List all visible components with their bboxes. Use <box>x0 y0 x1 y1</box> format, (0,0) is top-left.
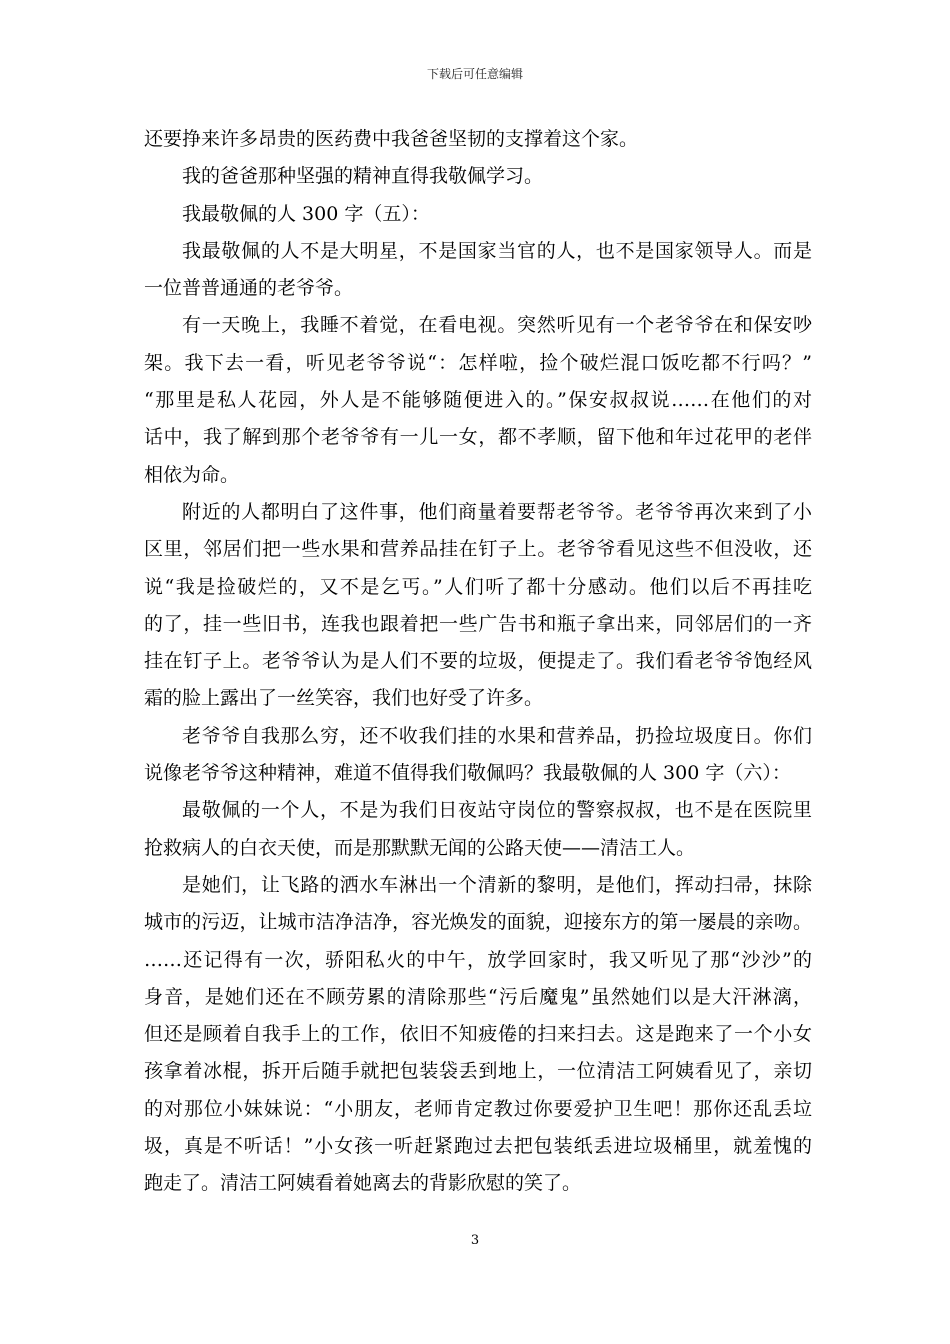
text-line: 霜的脸上露出了一丝笑容，我们也好受了许多。 <box>144 687 544 710</box>
text-line: 附近的人都明白了这件事，他们商量着要帮老爷爷。老爷爷再次来到了小 <box>182 500 812 523</box>
page-number: 3 <box>470 1233 480 1248</box>
text-line: 我最敬佩的人 300 字（五）： <box>182 202 430 225</box>
document-body <box>144 121 812 1203</box>
text-line: 话中，我了解到那个老爷爷有一儿一女，都不孝顺，留下他和年过花甲的老伴 <box>144 426 812 449</box>
text-line: 是她们，让飞路的洒水车淋出一个清新的黎明，是他们，挥动扫帚，抹除 <box>182 873 812 896</box>
text-line: 区里，邻居们把一些水果和营养品挂在钉子上。老爷爷看见这些不但没收，还 <box>144 538 812 561</box>
text-line: ……还记得有一次，骄阳私火的中午，放学回家时，我又听见了那“沙沙”的 <box>144 948 812 971</box>
text-line: 抢救病人的白衣天使，而是那默默无闻的公路天使——清洁工人。 <box>144 836 696 859</box>
text-line: “那里是私人花园，外人是不能够随便进入的。”保安叔叔说……在他们的对 <box>144 389 812 412</box>
page-header: 下载后可任意编辑 <box>426 67 523 81</box>
text-line: 一位普普通通的老爷爷。 <box>144 277 354 300</box>
text-line: 老爷爷自我那么穷，还不收我们挂的水果和营养品，扔捡垃圾度日。你们 <box>182 724 812 747</box>
text-line: 我最敬佩的人不是大明星，不是国家当官的人，也不是国家领导人。而是 <box>182 239 812 262</box>
text-line: 城市的污迈，让城市洁净洁净，容光焕发的面貌，迎接东方的第一屡晨的亲吻。 <box>144 911 812 934</box>
text-line: 有一天晚上，我睡不着觉，在看电视。突然听见有一个老爷爷在和保安吵 <box>182 314 812 337</box>
text-line: 圾，真是不听话！”小女孩一听赶紧跑过去把包装纸丢进垃圾桶里，就羞愧的 <box>144 1135 812 1158</box>
text-line: 但还是顾着自我手上的工作，依旧不知疲倦的扫来扫去。这是跑来了一个小女 <box>144 1023 812 1046</box>
text-line: 架。我下去一看，听见老爷爷说“：怎样啦，捡个破烂混口饭吃都不行吗？” <box>144 351 812 374</box>
text-line: 相依为命。 <box>144 463 240 486</box>
text-line: 我的爸爸那种坚强的精神直得我敬佩学习。 <box>182 165 544 188</box>
text-line: 身音，是她们还在不顾劳累的清除那些“污后魔鬼”虽然她们以是大汗淋漓， <box>144 985 812 1008</box>
text-line: 的了，挂一些旧书，连我也跟着把一些广告书和瓶子拿出来，同邻居们的一齐 <box>144 612 812 635</box>
text-line: 还要挣来许多昂贵的医药费中我爸爸坚韧的支撑着这个家。 <box>144 128 639 150</box>
text-line: 最敬佩的一个人，不是为我们日夜站守岗位的警察叔叔，也不是在医院里 <box>182 799 812 822</box>
text-line: 说像老爷爷这种精神，难道不值得我们敬佩吗？我最敬佩的人 300 字（六）： <box>144 762 791 785</box>
text-line: 的对那位小妹妹说：“小朋友，老师肯定教过你要爱护卫生吧！那你还乱丢垃 <box>144 1097 812 1120</box>
text-line: 孩拿着冰棍，拆开后随手就把包装袋丢到地上，一位清洁工阿姨看见了，亲切 <box>144 1060 812 1083</box>
text-line: 挂在钉子上。老爷爷认为是人们不要的垃圾，便提走了。我们看老爷爷饱经风 <box>144 650 812 673</box>
text-line: 说“我是捡破烂的，又不是乞丐。”人们听了都十分感动。他们以后不再挂吃 <box>144 575 812 598</box>
text-line: 跑走了。清洁工阿姨看着她离去的背影欣慰的笑了。 <box>144 1172 582 1195</box>
